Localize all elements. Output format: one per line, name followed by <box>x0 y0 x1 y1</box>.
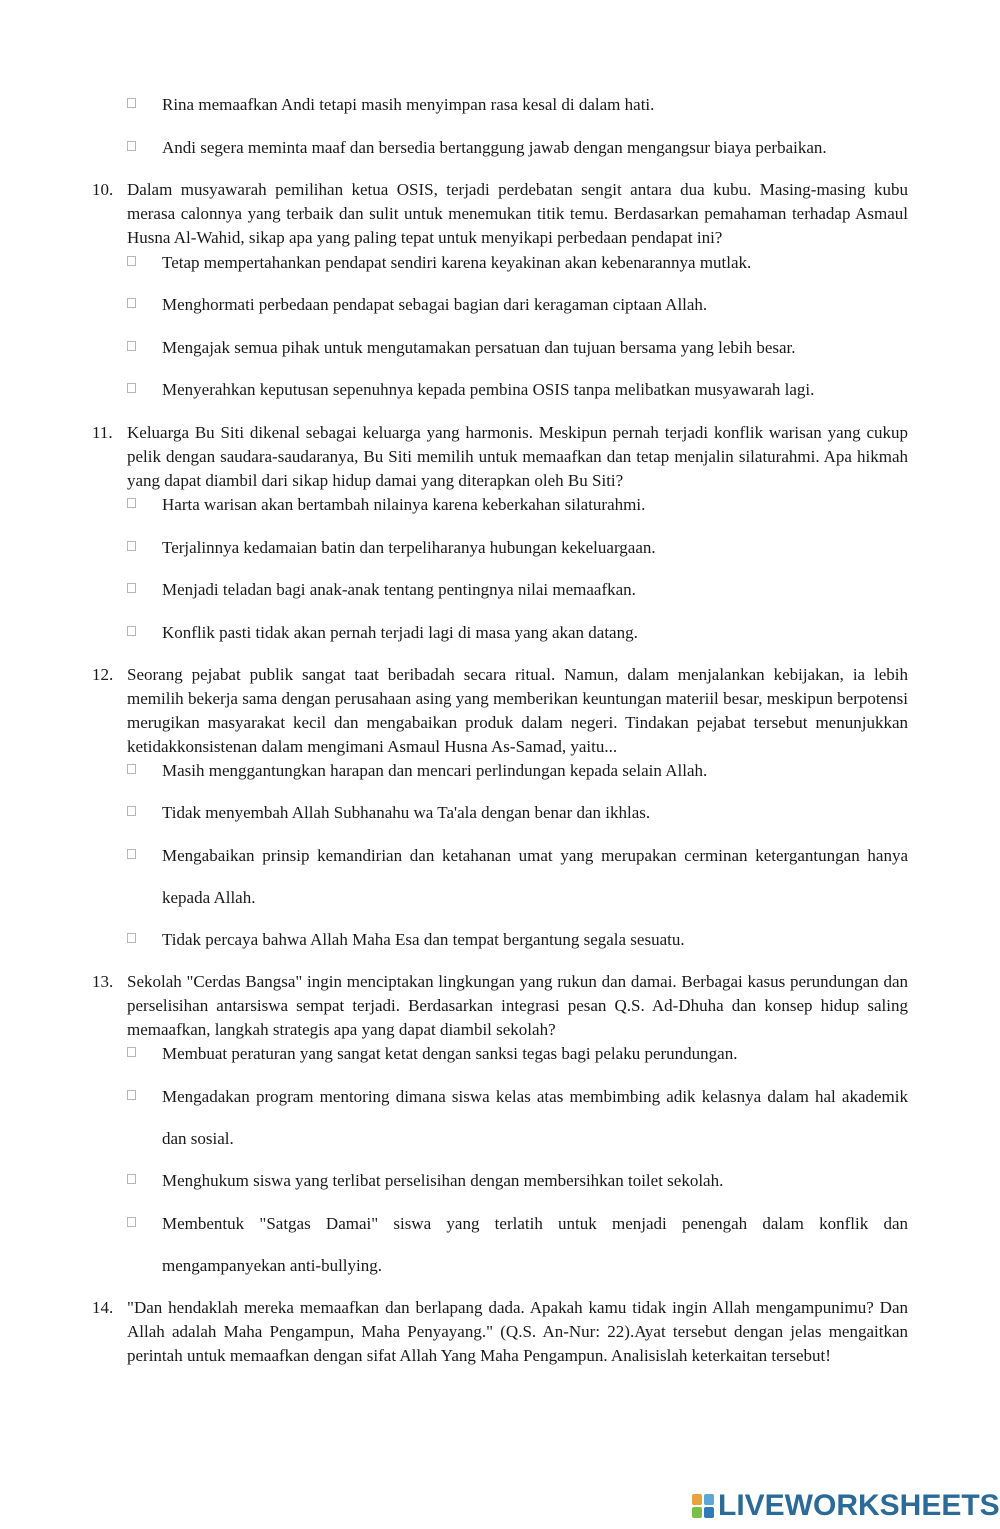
option-text: Rina memaafkan Andi tetapi masih menyimpan rasa kesal di dalam hati. <box>162 95 655 114</box>
answer-option[interactable] <box>127 930 908 950</box>
option-text: Menyerahkan keputusan sepenuhnya kepada pembina OSIS tanpa melibatkan musyawarah lagi. <box>162 380 815 399</box>
option-text: Mengabaikan prinsip kemandirian dan ketahanan umat yang merupakan cerminan ketergantungan hanya kepada Allah. <box>162 846 908 907</box>
option-text: Mengajak semua pihak untuk mengutamakan persatuan dan tujuan bersama yang lebih besar. <box>162 338 796 357</box>
question-14 <box>92 1296 908 1368</box>
answer-option[interactable] <box>127 580 908 600</box>
option-text: Tetap mempertahankan pendapat sendiri karena keyakinan akan kebenarannya mutlak. <box>162 253 752 272</box>
question-text: "Dan hendaklah mereka memaafkan dan berlapang dada. Apakah kamu tidak ingin Allah mengampunimu? Dan Allah adalah Maha Pengampun, Maha Penyayang." (Q.S. An-Nur: 22).Ayat tersebut dengan jelas mengaitkan perintah untuk memaafkan dengan sifat Allah Yang Maha Pengampun. Analisislah keterkaitan tersebut! <box>127 1298 908 1365</box>
option-checkbox[interactable] <box>127 849 136 859</box>
answer-option[interactable] <box>127 95 908 115</box>
option-checkbox[interactable] <box>127 98 136 108</box>
question-text: Dalam musyawarah pemilihan ketua OSIS, terjadi perdebatan sengit antara dua kubu. Masing-masing kubu merasa calonnya yang terbaik dan sulit untuk menemukan titik temu. Berdasarkan pemahaman terhadap Asmaul Husna Al-Wahid, sikap apa yang paling tepat untuk menyikapi perbedaan pendapat ini? <box>127 180 908 247</box>
answer-option[interactable] <box>127 1214 908 1287</box>
option-checkbox[interactable] <box>127 626 136 636</box>
question-number: 12. <box>92 665 114 684</box>
answer-option[interactable] <box>127 623 908 643</box>
answer-option[interactable] <box>127 380 908 400</box>
answer-option[interactable] <box>127 1087 908 1160</box>
option-checkbox[interactable] <box>127 764 136 774</box>
answer-option[interactable] <box>127 1171 908 1191</box>
question-10 <box>92 178 908 250</box>
option-text: Membuat peraturan yang sangat ketat dengan sanksi tegas bagi pelaku perundungan. <box>162 1044 738 1063</box>
liveworksheets-logo <box>692 1489 1000 1523</box>
question-number: 14. <box>92 1298 114 1317</box>
option-checkbox[interactable] <box>127 541 136 551</box>
option-text: Membentuk "Satgas Damai" siswa yang terlatih untuk menjadi penengah dalam konflik dan mengampanyekan anti-bullying. <box>162 1214 908 1275</box>
question-13 <box>92 970 908 1042</box>
answer-option[interactable] <box>127 846 908 919</box>
answer-option[interactable] <box>127 803 908 823</box>
option-text: Tidak percaya bahwa Allah Maha Esa dan tempat bergantung segala sesuatu. <box>162 930 685 949</box>
answer-option[interactable] <box>127 538 908 558</box>
option-checkbox[interactable] <box>127 1090 136 1100</box>
option-text: Menghormati perbedaan pendapat sebagai bagian dari keragaman ciptaan Allah. <box>162 295 708 314</box>
option-checkbox[interactable] <box>127 1047 136 1057</box>
option-text: Masih menggantungkan harapan dan mencari perlindungan kepada selain Allah. <box>162 761 708 780</box>
answer-option[interactable] <box>127 253 908 273</box>
question-number: 13. <box>92 972 114 991</box>
option-checkbox[interactable] <box>127 256 136 266</box>
logo-tile <box>704 1507 714 1518</box>
logo-tile <box>692 1507 702 1518</box>
option-text: Tidak menyembah Allah Subhanahu wa Ta'ala dengan benar dan ikhlas. <box>162 803 651 822</box>
question-12 <box>92 663 908 759</box>
answer-option[interactable] <box>127 138 908 158</box>
question-text: Keluarga Bu Siti dikenal sebagai keluarga yang harmonis. Meskipun pernah terjadi konflik warisan yang cukup pelik dengan saudara-saudaranya, Bu Siti memilih untuk memaafkan dan tetap menjalin silaturahmi. Apa hikmah yang dapat diambil dari sikap hidup damai yang diterapkan oleh Bu Siti? <box>127 423 908 490</box>
option-checkbox[interactable] <box>127 298 136 308</box>
option-checkbox[interactable] <box>127 141 136 151</box>
answer-option[interactable] <box>127 495 908 515</box>
option-text: Menghukum siswa yang terlibat perselisihan dengan membersihkan toilet sekolah. <box>162 1171 724 1190</box>
option-text: Harta warisan akan bertambah nilainya karena keberkahan silaturahmi. <box>162 495 646 514</box>
answer-option[interactable] <box>127 295 908 315</box>
question-number: 10. <box>92 180 114 199</box>
option-checkbox[interactable] <box>127 933 136 943</box>
option-text: Andi segera meminta maaf dan bersedia bertanggung jawab dengan mengangsur biaya perbaikan. <box>162 138 827 157</box>
option-text: Menjadi teladan bagi anak-anak tentang pentingnya nilai memaafkan. <box>162 580 636 599</box>
logo-text: LIVEWORKSHEETS <box>718 1489 1000 1522</box>
option-text: Mengadakan program mentoring dimana siswa kelas atas membimbing adik kelasnya dalam hal akademik dan sosial. <box>162 1087 908 1148</box>
answer-option[interactable] <box>127 761 908 781</box>
option-checkbox[interactable] <box>127 806 136 816</box>
option-text: Terjalinnya kedamaian batin dan terpeliharanya hubungan kekeluargaan. <box>162 538 656 557</box>
option-checkbox[interactable] <box>127 583 136 593</box>
option-checkbox[interactable] <box>127 383 136 393</box>
logo-tile <box>704 1494 714 1505</box>
logo-mark-icon <box>692 1494 714 1518</box>
option-checkbox[interactable] <box>127 1217 136 1227</box>
logo-tile <box>692 1494 702 1505</box>
question-11 <box>92 421 908 493</box>
answer-option[interactable] <box>127 338 908 358</box>
option-text: Konflik pasti tidak akan pernah terjadi lagi di masa yang akan datang. <box>162 623 638 642</box>
answer-option[interactable] <box>127 1044 908 1064</box>
question-text: Seorang pejabat publik sangat taat beribadah secara ritual. Namun, dalam menjalankan kebijakan, ia lebih memilih bekerja sama dengan perusahaan asing yang memberikan keuntungan materiil besar, meskipun berpotensi merugikan masyarakat kecil dan mengabaikan produk dalam negeri. Tindakan pejabat tersebut menunjukkan ketidakkonsistenan dalam mengimani Asmaul Husna As-Samad, yaitu... <box>127 665 908 756</box>
question-text: Sekolah "Cerdas Bangsa" ingin menciptakan lingkungan yang rukun dan damai. Berbagai kasus perundungan dan perselisihan antarsiswa sempat terjadi. Berdasarkan integrasi pesan Q.S. Ad-Dhuha dan konsep hidup saling memaafkan, langkah strategis apa yang dapat diambil sekolah? <box>127 972 908 1039</box>
option-checkbox[interactable] <box>127 341 136 351</box>
option-checkbox[interactable] <box>127 1174 136 1184</box>
option-checkbox[interactable] <box>127 498 136 508</box>
question-number: 11. <box>92 423 113 442</box>
